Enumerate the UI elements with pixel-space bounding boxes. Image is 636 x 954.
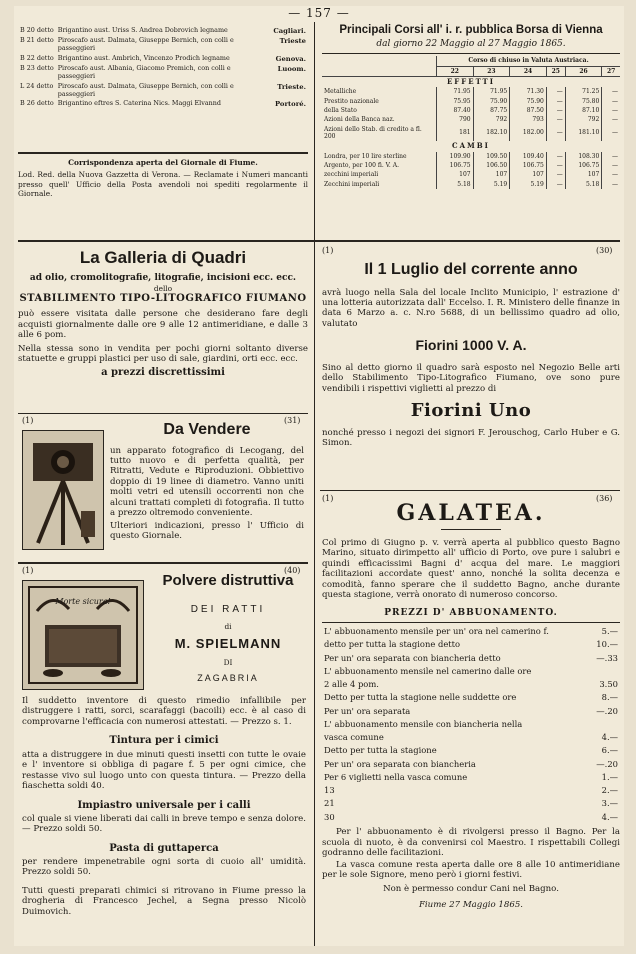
price-label: 2 alle 4 pom. <box>324 679 379 690</box>
shipping-text: Brigantino aust. Ambrich, Vincenzo Prodich legname <box>57 53 230 62</box>
bourse-value: 87.75 <box>473 106 510 115</box>
bourse-value: 75.95 <box>437 97 474 106</box>
price-amount: —.20 <box>596 758 618 769</box>
galleria-ad <box>18 246 308 379</box>
price-amount: 5.— <box>601 626 618 637</box>
impiastro-body: col quale si viene liberati dai calli in breve tempo e senza dolore. — Prezzo soldi 50. <box>22 813 306 835</box>
luglio-prize: Fiorini 1000 V. A. <box>415 337 527 354</box>
bourse-value: — <box>602 87 620 96</box>
polvere-body-block <box>22 696 306 917</box>
luglio-body2: Sino al detto giorno il quadro sarà esposto nel Negozio Belle arti dello Stabilimento Tipo-Litografico Fiumano, ove sono pure vendibili i rispettivi viglietti al prezzo di <box>322 362 620 394</box>
bourse-row-label: Metalliche <box>324 88 357 96</box>
bourse-value: 181.10 <box>565 125 602 142</box>
vendere-footer: Ulteriori indicazioni, presso l' Ufficio di questo Giornale. <box>110 520 304 542</box>
shipping-port: Luoom. <box>277 65 306 74</box>
shipping-text: Piroscafo aust. Dalmata, Giuseppe Bernich, con colli e passeggieri <box>57 81 234 98</box>
price-row <box>322 717 620 730</box>
bourse-value: — <box>602 97 620 106</box>
bourse-row-label: Argento, per 100 fi. V. A. <box>324 162 399 170</box>
bourse-value: — <box>602 170 620 179</box>
price-label: Per un' ora separata con biancheria detto <box>324 652 501 663</box>
galatea-number-right: (36) <box>596 494 613 503</box>
bourse-row <box>322 87 620 96</box>
price-amount: 3.50 <box>599 679 618 690</box>
price-row <box>322 770 620 783</box>
bourse-value: 109.90 <box>437 152 474 161</box>
ad-number: (1) <box>22 416 34 425</box>
correspondence-notice <box>18 158 308 198</box>
vendere-number: (31) <box>284 416 301 425</box>
price-row <box>322 810 620 823</box>
bourse-value: 109.40 <box>510 152 547 161</box>
polvere-place: ZAGABRIA <box>197 672 259 683</box>
bourse-value: 5.18 <box>565 180 602 189</box>
day-header: 23 <box>473 66 510 76</box>
price-label: detto per tutta la stagione detto <box>324 639 461 650</box>
price-row <box>322 638 620 651</box>
bourse-value: — <box>546 152 565 161</box>
bourse-row <box>322 125 620 142</box>
camera-illustration <box>22 430 104 550</box>
polvere-body: Il suddetto inventore di questo rimedio infallibile per distruggere i ratti, sorci, scarafaggi (bacoili) ecc. è al caso di comprovarne l'efficacia con numerosi attestati. — Prezzo s. 1. <box>22 696 306 727</box>
vendere-title: Da Vendere <box>163 421 251 438</box>
luglio-body: avrà luogo nella Sala del locale Inclito Municipio, l' estrazione d' una lotteria autorizzata dall' Eccelso. I. R. Ministero delle finanze in data 6 Marzo a. c. N.ro 5688, di un bellissimo quadro ad olio, valutato <box>322 287 620 329</box>
luglio-title: Il 1 Luglio del corrente anno <box>364 261 578 278</box>
shipping-date: B 20 detto <box>20 26 54 34</box>
price-amount: 6.— <box>601 745 618 756</box>
vignette-label: Morte sicura! <box>55 597 111 606</box>
bourse-value: — <box>546 97 565 106</box>
price-row <box>322 784 620 797</box>
vendere-ad <box>110 420 304 542</box>
galleria-line2: dello <box>153 283 173 293</box>
pasta-title: Pasta di guttaperca <box>109 842 219 854</box>
luglio-number-left: (1) <box>322 246 334 255</box>
price-amount: 10.— <box>596 639 618 650</box>
vendere-body: un apparato fotografico di Lecogang, del tutto nuovo e di perfetta qualità, per Ritratti, Vedute e Riproduzioni. Obbiettivo doppio di 19 linee di diametro. Vanno uniti molti vetri ed utensili occorrenti non che alcuni trattati completi di fotografia. Il tutto a prezzo oltremodo conveniente. <box>110 445 304 519</box>
bourse-row-label: Londra, per 10 lire sterline <box>324 152 407 160</box>
price-label: Per un' ora separata <box>324 705 411 716</box>
day-header: 26 <box>565 66 602 76</box>
bourse-value: 5.18 <box>437 180 474 189</box>
polvere-maker: M. SPIELMANN <box>174 635 282 651</box>
price-amount: 8.— <box>601 692 618 703</box>
galatea-ad <box>322 500 620 911</box>
shipping-port: Trieste. <box>277 82 306 91</box>
section-divider <box>18 240 620 242</box>
price-label: Detto per tutta la stagione <box>324 745 437 756</box>
price-label: Detto per tutta la stagione nelle suddette ore <box>324 692 517 703</box>
bourse-row <box>322 180 620 189</box>
polvere-subtitle: DEI RATTI <box>190 604 266 616</box>
bourse-value: 182.00 <box>510 125 547 142</box>
luglio-ad <box>322 260 620 449</box>
galatea-signature: Fiume 27 Maggio 1865. <box>418 900 524 911</box>
galleria-title: La Galleria di Quadri <box>79 248 247 267</box>
galatea-title: GALATEA. <box>396 500 546 526</box>
polvere-title: Polvere distruttiva <box>162 572 294 589</box>
bourse-value: 107 <box>510 170 547 179</box>
camera-icon <box>23 431 103 549</box>
price-row <box>322 757 620 770</box>
bourse-value: 87.50 <box>510 106 547 115</box>
price-amount: 4.— <box>601 811 618 822</box>
polvere-footer: Tutti questi preparati chimici si ritrovano in Fiume presso la drogheria di Francesco Jechel, a Segna presso Nicolò Duimovich. <box>22 885 306 917</box>
bourse-value: 109.50 <box>473 152 510 161</box>
shipping-date: L 24 detto <box>20 81 54 90</box>
bourse-row <box>322 152 620 161</box>
bourse-value: 75.90 <box>510 97 547 106</box>
price-row <box>322 691 620 704</box>
bourse-row <box>322 97 620 106</box>
bourse-value: — <box>546 115 565 124</box>
bourse-value: 107 <box>473 170 510 179</box>
bourse-value: 106.50 <box>473 161 510 170</box>
correspondence-body: Lod. Red. della Nuova Gazzetta di Verona. — Reclamate i Numeri mancanti presso quell' Ufficio della Posta avendoli noi spediti regolarmente il Giornale. <box>18 170 308 198</box>
divider <box>322 53 620 54</box>
price-amount: 3.— <box>601 798 618 809</box>
shipping-date: B 26 detto <box>20 99 54 108</box>
bourse-value: 107 <box>437 170 474 179</box>
bourse-value: 108.30 <box>565 152 602 161</box>
bourse-value: 75.90 <box>473 97 510 106</box>
shipping-row <box>18 54 308 64</box>
bourse-value: 793 <box>510 115 547 124</box>
bourse-section <box>322 24 620 189</box>
galleria-body1: può essere visitata dalle persone che desiderano fare degli acquisti giornalmente dalle ore 9 alle 12 antimeridiane, e dalle 3 alle 6 pom. <box>18 309 308 341</box>
bourse-title: Principali Corsi all' i. r. pubblica Borsa di Vienna <box>339 24 603 36</box>
divider <box>18 562 308 564</box>
ad-number: (1) <box>22 566 34 575</box>
price-label: 13 <box>324 785 335 796</box>
day-header: 22 <box>437 66 474 76</box>
impiastro-title: Impiastro universale per i calli <box>77 799 251 811</box>
shipping-table <box>18 26 308 110</box>
bourse-value: 75.80 <box>565 97 602 106</box>
price-label: Per 6 viglietti nella vasca comune <box>324 771 468 782</box>
divider <box>322 622 620 623</box>
price-label: L' abbuonamento mensile nel camerino dalle ore <box>324 665 532 676</box>
shipping-port: Portoré. <box>275 100 306 109</box>
price-amount: —.20 <box>596 705 618 716</box>
price-row <box>322 678 620 691</box>
bourse-row-label: Zecchini imperiali <box>324 180 380 188</box>
price-row <box>322 731 620 744</box>
shipping-row <box>18 99 308 109</box>
price-amount: —.33 <box>596 652 618 663</box>
shipping-port: Genova. <box>275 54 306 63</box>
bourse-value: 792 <box>473 115 510 124</box>
bourse-value: 5.19 <box>473 180 510 189</box>
price-amount: 1.— <box>601 771 618 782</box>
price-label: L' abbuonamento mensile con biancheria nella <box>324 718 523 729</box>
shipping-port: Cagliari. <box>273 27 306 35</box>
bourse-value: — <box>602 180 620 189</box>
bourse-value: 71.25 <box>565 87 602 96</box>
shipping-date: B 21 detto <box>20 36 54 45</box>
galleria-closing: a prezzi discrettissimi <box>101 366 225 378</box>
bourse-value: — <box>546 125 565 142</box>
bourse-value: — <box>546 161 565 170</box>
day-header: 24 <box>510 66 547 76</box>
bourse-value: 71.30 <box>510 87 547 96</box>
bourse-section-row <box>322 76 620 87</box>
galleria-line1: ad olio, cromolitografie, litografie, incisioni ecc. ecc. <box>29 272 297 283</box>
bourse-row-label: Azioni dello Stab. di credito a fl. 200 <box>324 125 422 140</box>
bourse-value: — <box>602 106 620 115</box>
shipping-row <box>18 36 308 54</box>
galatea-body: Col primo di Giugno p. v. verrà aperta al pubblico questo Bagno Marino, situato dirimpetto all' ufficio di Porto, ove pure i salubri e quindi efficacissimi Bagni d' acqua del mare. Le maggiori facilitazioni accordate quest' anno, nonché la solita decenza e comodità, fanno sperare che il suddetto Bagno, anche durante questa stagione, verrà onorato di numeroso concorso. <box>322 537 620 601</box>
galleria-body2: Nella stessa sono in vendita per pochi giorni soltanto diverse statuette e gruppi plastici per uso di sale, giardini, orti ecc. ecc. <box>18 343 308 365</box>
price-amount: 2.— <box>601 785 618 796</box>
polvere-header <box>148 572 308 684</box>
price-label: vasca comune <box>324 732 384 743</box>
bourse-row <box>322 161 620 170</box>
column-divider <box>314 22 315 946</box>
bourse-value: 106.75 <box>510 161 547 170</box>
bourse-value: 71.95 <box>437 87 474 96</box>
shipping-date: B 22 detto <box>20 53 54 62</box>
day-header: 25 <box>546 66 565 76</box>
price-label: 30 <box>324 811 335 822</box>
bourse-value: 71.95 <box>473 87 510 96</box>
shipping-date: B 23 detto <box>20 64 54 73</box>
bourse-section-label: CAMBI <box>452 141 490 151</box>
bourse-row <box>322 115 620 124</box>
newspaper-page <box>14 6 624 946</box>
luglio-number-right: (30) <box>596 246 613 255</box>
bourse-value: 792 <box>565 115 602 124</box>
divider <box>18 152 308 154</box>
price-row <box>322 625 620 638</box>
luglio-body3: nonché presso i negozi dei signori F. Jerouschog, Carlo Huber e G. Simon. <box>322 427 620 449</box>
bourse-value: — <box>546 170 565 179</box>
price-amount: 4.— <box>601 732 618 743</box>
polvere-di: di <box>224 622 232 632</box>
bourse-row <box>322 170 620 179</box>
bourse-value: 106.75 <box>565 161 602 170</box>
luglio-ticket: Fiorini Uno <box>410 399 532 421</box>
shipping-row <box>18 64 308 82</box>
bourse-value: — <box>546 106 565 115</box>
bourse-row-label: Azioni della Banca naz. <box>324 116 395 124</box>
bourse-value: — <box>602 115 620 124</box>
bourse-row-label: zecchini imperiali <box>324 171 379 179</box>
tintura-title: Tintura per i cimici <box>109 735 219 747</box>
bourse-value: — <box>602 161 620 170</box>
galatea-prices-title: PREZZI D' ABBUONAMENTO. <box>384 607 558 618</box>
bourse-row-label: Prestito nazionale <box>324 97 379 105</box>
pasta-body: per rendere impenetrabile ogni sorta di cuoio all' umidità. Prezzo soldi 50. <box>22 856 306 878</box>
galatea-number-left: (1) <box>322 494 334 503</box>
shipping-text: Brigantino eftres S. Caterina Nics. Maggi Elvannd <box>57 99 221 108</box>
price-row <box>322 664 620 677</box>
bourse-value: 181 <box>437 125 474 142</box>
price-row <box>322 797 620 810</box>
galatea-footer2: La vasca comune resta aperta dalle ore 8 alle 10 antimeridiane per le sole Signore, meno però i giorni festivi. <box>322 859 620 881</box>
galatea-footer1: Per l' abbuonamento è di rivolgersi presso il Bagno. Per la scuola di nuoto, è da convenirsi col Maestro. I rispettabili Collegi godranno delle facilitazioni. <box>322 827 620 859</box>
bourse-value: 106.75 <box>437 161 474 170</box>
tintura-body: atta a distruggere in due minuti questi insetti con tutte le ovaie e l' inventore si obbliga di pagare f. 5 per ogni cimice, che restasse vivo sul luogo unto con questa tintura. — Prezzo della fiaschetta soldi 40. <box>22 749 306 792</box>
bourse-value: — <box>602 125 620 142</box>
correspondence-title: Corrispondenza aperta del Giornale di Fiume. <box>68 158 258 167</box>
bourse-value: 790 <box>437 115 474 124</box>
bourse-value: 87.40 <box>437 106 474 115</box>
bourse-section-label: EFFETTI <box>446 76 496 86</box>
bourse-value: 5.19 <box>510 180 547 189</box>
price-row <box>322 744 620 757</box>
shipping-list <box>18 26 308 110</box>
shipping-text: Piroscafo aust. Albania, Giacomo Premich, con colli e passeggieri <box>57 64 231 80</box>
bourse-value: — <box>546 180 565 189</box>
price-row <box>322 704 620 717</box>
polvere-di2: DI <box>223 657 233 667</box>
bourse-row <box>322 106 620 115</box>
price-table <box>322 625 620 824</box>
divider <box>18 413 308 414</box>
price-label: L' abbuonamento mensile per un' ora nel camerino f. <box>324 626 549 637</box>
ornament-rule <box>441 529 501 530</box>
shipping-text: Piroscafo aust. Dalmata, Giuseppe Bernich, con colli e passeggieri <box>57 36 234 53</box>
bourse-section-row <box>322 141 620 152</box>
bourse-value: 87.10 <box>565 106 602 115</box>
rat-poison-vignette <box>22 580 144 690</box>
divider <box>320 490 620 491</box>
bourse-dates: dal giorno 22 Maggio al 27 Maggio 1865. <box>376 39 566 50</box>
day-header: 27 <box>602 66 620 76</box>
price-label: Per un' ora separata con biancheria <box>324 758 476 769</box>
bourse-table <box>322 56 620 189</box>
galatea-footer3: Non è permesso condur Cani nel Bagno. <box>383 883 559 894</box>
bourse-value: 107 <box>565 170 602 179</box>
polvere-number: (40) <box>284 566 301 575</box>
bourse-row-label: della Stato <box>324 106 357 114</box>
bourse-value: — <box>546 87 565 96</box>
price-amount <box>590 717 620 730</box>
shipping-port: Trieste <box>279 37 306 46</box>
shipping-row <box>18 26 308 36</box>
course-header: Corso di chiuso in Valuta Austriaca. <box>437 56 621 66</box>
bourse-value: 182.10 <box>473 125 510 142</box>
shipping-text: Brigantino aust. Uriss S. Andrea Dobrovich legname <box>57 26 228 34</box>
price-label: 21 <box>324 798 335 809</box>
bourse-value: — <box>602 152 620 161</box>
page-number: — 157 — <box>288 6 350 20</box>
price-row <box>322 651 620 664</box>
shipping-row <box>18 82 308 100</box>
price-amount <box>590 664 620 677</box>
galleria-establishment: STABILIMENTO TIPO-LITOGRAFICO FIUMANO <box>19 292 307 304</box>
